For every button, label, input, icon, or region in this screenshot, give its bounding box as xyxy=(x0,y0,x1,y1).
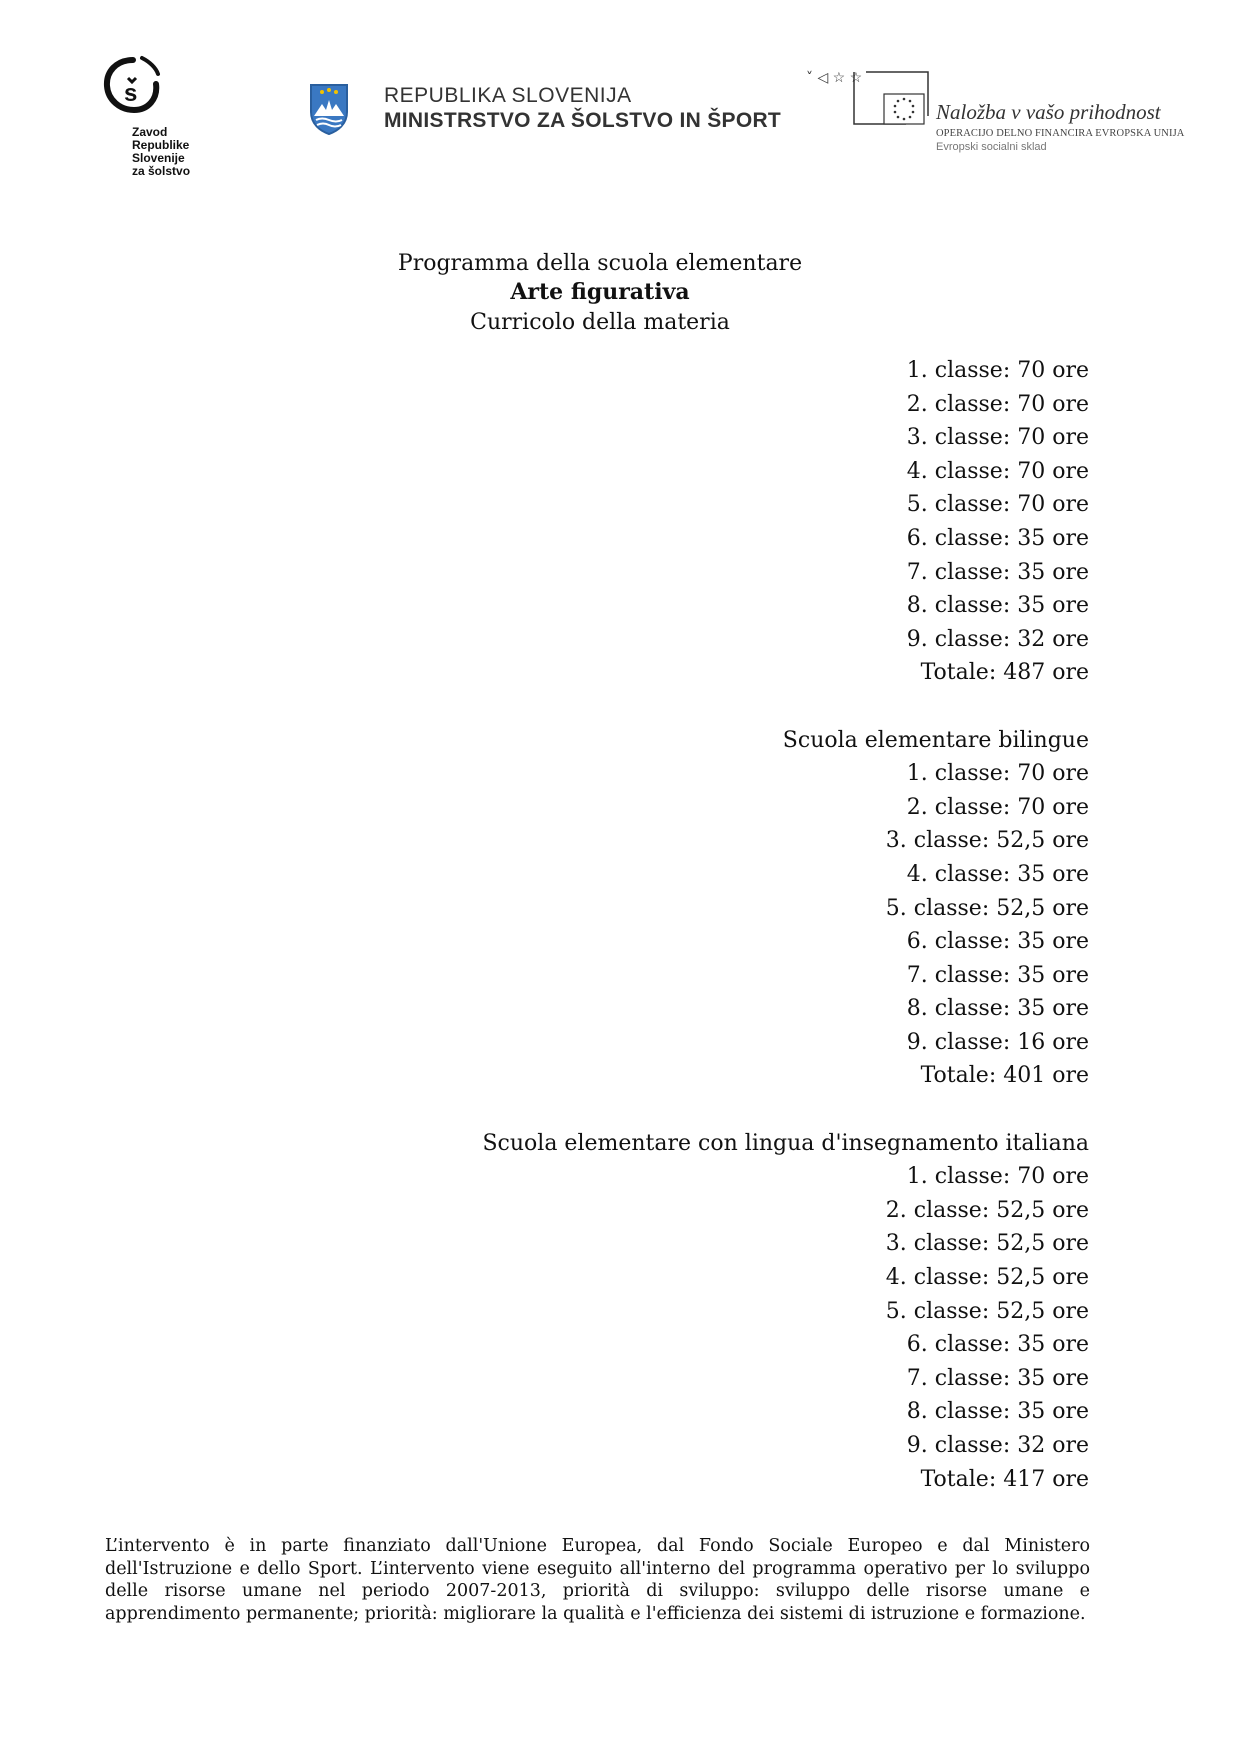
hours-row: 1. classe: 70 ore xyxy=(906,761,1089,787)
ministry-logo xyxy=(308,82,781,136)
hours-row: 3. classe: 70 ore xyxy=(906,425,1089,451)
hours-row: 4. classe: 52,5 ore xyxy=(885,1265,1089,1291)
section-spacer xyxy=(482,1093,1089,1127)
hours-row: 7. classe: 35 ore xyxy=(906,1365,1089,1391)
svg-text:˅ ◁ ☆ ☆: ˅ ◁ ☆ ☆ xyxy=(806,70,863,86)
hours-row: 4. classe: 70 ore xyxy=(906,458,1089,484)
hours-row: 1. classe: 70 ore xyxy=(906,358,1089,383)
zrss-logo xyxy=(98,52,198,178)
section-spacer xyxy=(482,690,1089,724)
document-title-block xyxy=(0,250,1200,340)
hours-total: Totale: 417 ore xyxy=(920,1466,1089,1492)
eu-slogan: Naložba v vašo prihodnost xyxy=(936,100,1161,124)
section-heading: Scuola elementare bilingue xyxy=(782,727,1089,753)
hours-total: Totale: 401 ore xyxy=(920,1063,1089,1089)
hours-row: 6. classe: 35 ore xyxy=(906,1332,1089,1358)
hours-row: 6. classe: 35 ore xyxy=(906,525,1089,551)
hours-row: 2. classe: 52,5 ore xyxy=(885,1197,1089,1223)
hours-row: 4. classe: 35 ore xyxy=(906,861,1089,887)
hours-row: 7. classe: 35 ore xyxy=(906,559,1089,585)
hours-row: 9. classe: 32 ore xyxy=(906,626,1089,652)
curriculum-subtitle: Curricolo della materia xyxy=(470,310,730,335)
zrss-text-line: Republike xyxy=(132,138,190,152)
zrss-text-line: Zavod xyxy=(132,125,168,139)
zrss-emblem-icon xyxy=(98,52,168,122)
funding-footer-note: L’intervento è in parte finanziato dall'Unione Europea, dal Fondo Sociale Europeo e dal Ministero dell'Istruzione e dello Sport. L’intervento viene eseguito all'interno del programma operativo per lo sviluppo delle risorse umane nel periodo 2007-2013, priorità di sviluppo: sviluppo delle risorse umane e apprendimento permanente; priorità: migliorare la qualità e l'efficienza dei sistemi di istruzione e formazione. xyxy=(105,1536,1090,1624)
hours-row: 1. classe: 70 ore xyxy=(906,1164,1089,1190)
hours-row: 2. classe: 70 ore xyxy=(906,794,1089,820)
hours-row: 8. classe: 35 ore xyxy=(906,1399,1089,1425)
hours-row: 7. classe: 35 ore xyxy=(906,962,1089,988)
hours-row: 9. classe: 32 ore xyxy=(906,1433,1089,1458)
hours-row: 3. classe: 52,5 ore xyxy=(885,1231,1089,1257)
hours-row: 2. classe: 70 ore xyxy=(906,391,1089,417)
eu-funding-note: OPERACIJO DELNO FINANCIRA EVROPSKA UNIJA xyxy=(936,128,1185,139)
zrss-text-line: Slovenije xyxy=(132,151,185,165)
hours-row: 5. classe: 70 ore xyxy=(906,492,1089,518)
zrss-text-line: za šolstvo xyxy=(132,164,191,178)
subject-title: Arte figurativa xyxy=(510,279,690,305)
hours-list xyxy=(482,354,1089,1496)
section-heading: Scuola elementare con lingua d'insegnamento italiana xyxy=(482,1130,1089,1156)
svg-text:s: s xyxy=(124,80,138,107)
eu-fund-name: Evropski socialni sklad xyxy=(936,141,1047,153)
hours-total: Totale: 487 ore xyxy=(920,660,1089,686)
hours-row: 5. classe: 52,5 ore xyxy=(885,1298,1089,1324)
slovenia-coat-of-arms-icon xyxy=(308,82,350,136)
hours-row: 8. classe: 35 ore xyxy=(906,593,1089,619)
hours-row: 9. classe: 16 ore xyxy=(906,1029,1089,1055)
ministry-country: REPUBLIKA SLOVENIJA xyxy=(384,84,632,107)
hours-row: 3. classe: 52,5 ore xyxy=(885,828,1089,854)
ministry-name: MINISTRSTVO ZA ŠOLSTVO IN ŠPORT xyxy=(384,109,782,132)
hours-row: 6. classe: 35 ore xyxy=(906,929,1089,955)
hours-row: 5. classe: 52,5 ore xyxy=(885,895,1089,921)
program-title: Programma della scuola elementare xyxy=(397,251,803,276)
eu-social-fund-logo xyxy=(806,66,1186,166)
hours-row: 8. classe: 35 ore xyxy=(906,996,1089,1022)
